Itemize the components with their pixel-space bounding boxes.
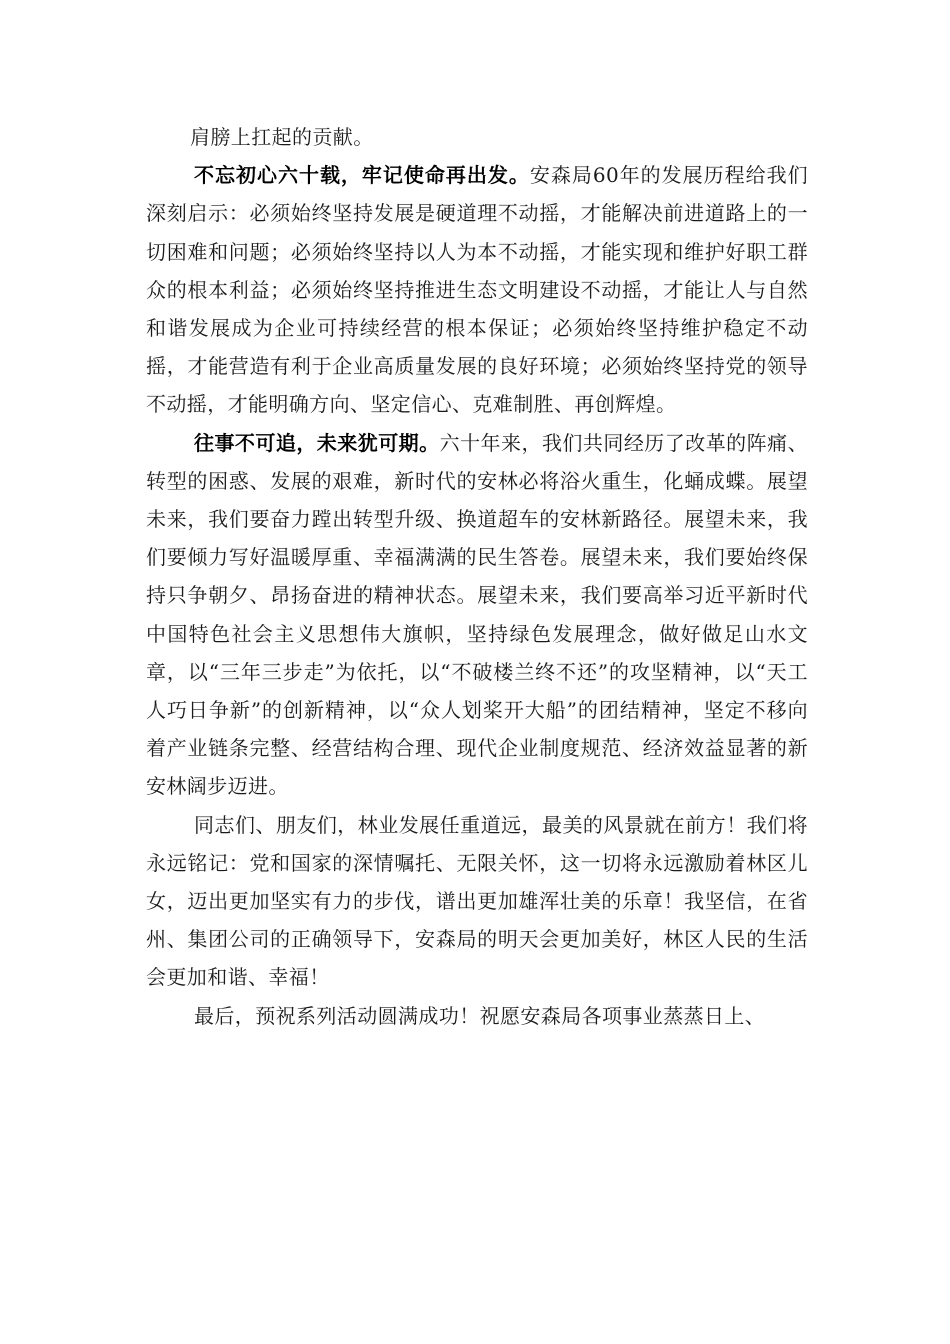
- paragraph-closing-wishes: [146, 997, 808, 1035]
- paragraph-lead-heading: 不忘初心六十载，牢记使命再出发。: [194, 163, 530, 188]
- paragraph-text: 安森局60年的发展历程给我们深刻启示：必须始终坚持发展是硬道理不动摇，才能解决前进道路上的一切困难和问题；必须始终坚持以人为本不动摇，才能实现和维护好职工群众的根本利益；必须始终坚持推进生态文明建设不动摇，才能让人与自然和谐发展成为企业可持续经营的根本保证；必须始终坚持维护稳定不动摇，才能营造有利于企业高质量发展的良好环境；必须始终坚持党的领导不动摇，才能明确方向、坚定信心、克难制胜、再创辉煌。: [146, 163, 808, 417]
- document-body: [146, 118, 808, 1035]
- paragraph-comrades-address: [146, 806, 808, 997]
- paragraph-future-outlook: [146, 424, 808, 806]
- paragraph-initial-mission: [146, 156, 808, 423]
- paragraph-text: 同志们、朋友们，林业发展任重道远，最美的风景就在前方！我们将永远铭记：党和国家的深情嘱托、无限关怀，这一切将永远激励着林区儿女，迈出更加坚实有力的步伐，谱出更加雄浑壮美的乐章！我坚信，在省州、集团公司的正确领导下，安森局的明天会更加美好，林区人民的生活会更加和谐、幸福！: [146, 812, 808, 990]
- paragraph-text: 六十年来，我们共同经历了改革的阵痛、转型的困惑、发展的艰难，新时代的安林必将浴火重生，化蛹成蝶。展望未来，我们要奋力蹚出转型升级、换道超车的安林新路径。展望未来，我们要倾力写好温暖厚重、幸福满满的民生答卷。展望未来，我们要始终保持只争朝夕、昂扬奋进的精神状态。展望未来，我们要高举习近平新时代中国特色社会主义思想伟大旗帜，坚持绿色发展理念，做好做足山水文章，以“三年三步走”为依托，以“不破楼兰终不还”的攻坚精神，以“天工人巧日争新”的创新精神，以“众人划桨开大船”的团结精神，坚定不移向着产业链条完整、经营结构合理、现代企业制度规范、经济效益显著的新安林阔步迈进。: [146, 430, 808, 799]
- paragraph-text: 最后，预祝系列活动圆满成功！祝愿安森局各项事业蒸蒸日上、: [194, 1003, 766, 1028]
- paragraph-text: 肩膀上扛起的贡献。: [190, 125, 374, 149]
- paragraph-continuation: [146, 118, 808, 156]
- paragraph-lead-heading: 往事不可追，未来犹可期。: [194, 430, 440, 455]
